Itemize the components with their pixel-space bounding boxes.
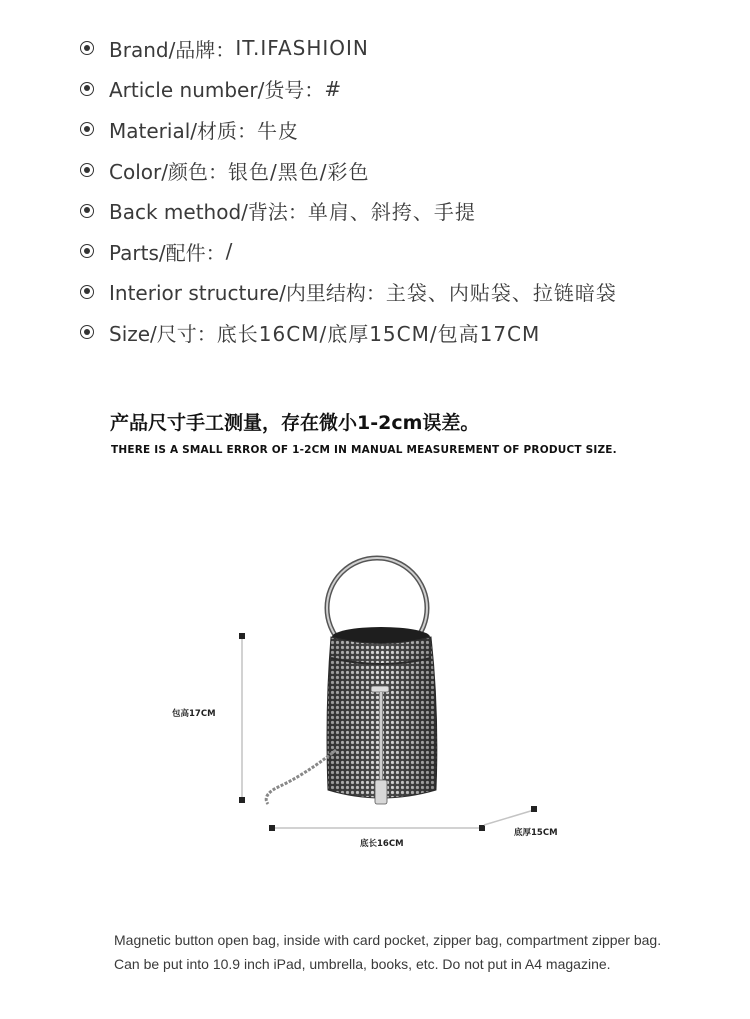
spec-value: IT.IFASHIOIN (235, 36, 369, 61)
description-line-2: Can be put into 10.9 inch iPad, umbrella, books, etc. Do not put in A4 magazine. (114, 956, 611, 972)
spec-interior-structure (80, 272, 617, 313)
spec-value: 银色/黑色/彩色 (227, 159, 370, 184)
bullet-icon (80, 41, 94, 55)
spec-label: Brand/品牌： (109, 37, 236, 62)
spec-brand (80, 28, 617, 69)
spec-label: Article number/货号： (109, 78, 325, 103)
spec-value: 牛皮 (257, 118, 299, 143)
spec-value: 主袋、内贴袋、拉链暗袋 (385, 281, 617, 306)
spec-value: / (225, 239, 234, 264)
bullet-icon (80, 244, 94, 258)
depth-label: 底厚15CM (514, 828, 558, 838)
spec-value: 底长16CM/底厚15CM/包高17CM (216, 321, 541, 346)
spec-value: 单肩、斜挎、手提 (307, 200, 476, 225)
spec-label: Parts/配件： (109, 240, 226, 265)
bullet-icon (80, 325, 94, 339)
spec-material (80, 109, 617, 150)
bullet-icon (80, 122, 94, 136)
spec-label: Back method/背法： (109, 200, 308, 225)
height-dimension-line (239, 633, 245, 803)
height-label: 包高17CM (172, 709, 216, 719)
bullet-icon (80, 82, 94, 96)
chain-strap-image (266, 750, 336, 804)
length-dimension-line (269, 825, 485, 831)
spec-value: # (324, 76, 343, 101)
spec-color (80, 150, 617, 191)
spec-list (80, 28, 617, 353)
length-label: 底长16CM (360, 839, 404, 849)
bullet-icon (80, 163, 94, 177)
bullet-icon (80, 285, 94, 299)
spec-parts (80, 231, 617, 272)
bullet-icon (80, 204, 94, 218)
spec-label: Color/颜色： (109, 159, 228, 184)
spec-label: Interior structure/内里结构： (109, 281, 386, 306)
product-description (114, 928, 661, 976)
product-dimension-figure (0, 540, 750, 880)
spec-size (80, 312, 617, 353)
measurement-note-en: THERE IS A SMALL ERROR OF 1-2CM IN MANUAL MEASUREMENT OF PRODUCT SIZE. (111, 444, 617, 456)
spec-back-method (80, 190, 617, 231)
description-line-1: Magnetic button open bag, inside with card pocket, zipper bag, compartment zipper bag. (114, 932, 662, 948)
spec-label: Size/尺寸： (109, 321, 217, 346)
depth-dimension-line (484, 806, 537, 825)
spec-article-number (80, 69, 617, 110)
bucket-bag-image (327, 627, 437, 804)
spec-label: Material/材质： (109, 118, 257, 143)
measurement-note-cn: 产品尺寸手工测量，存在微小1-2cm误差。 (110, 412, 480, 434)
